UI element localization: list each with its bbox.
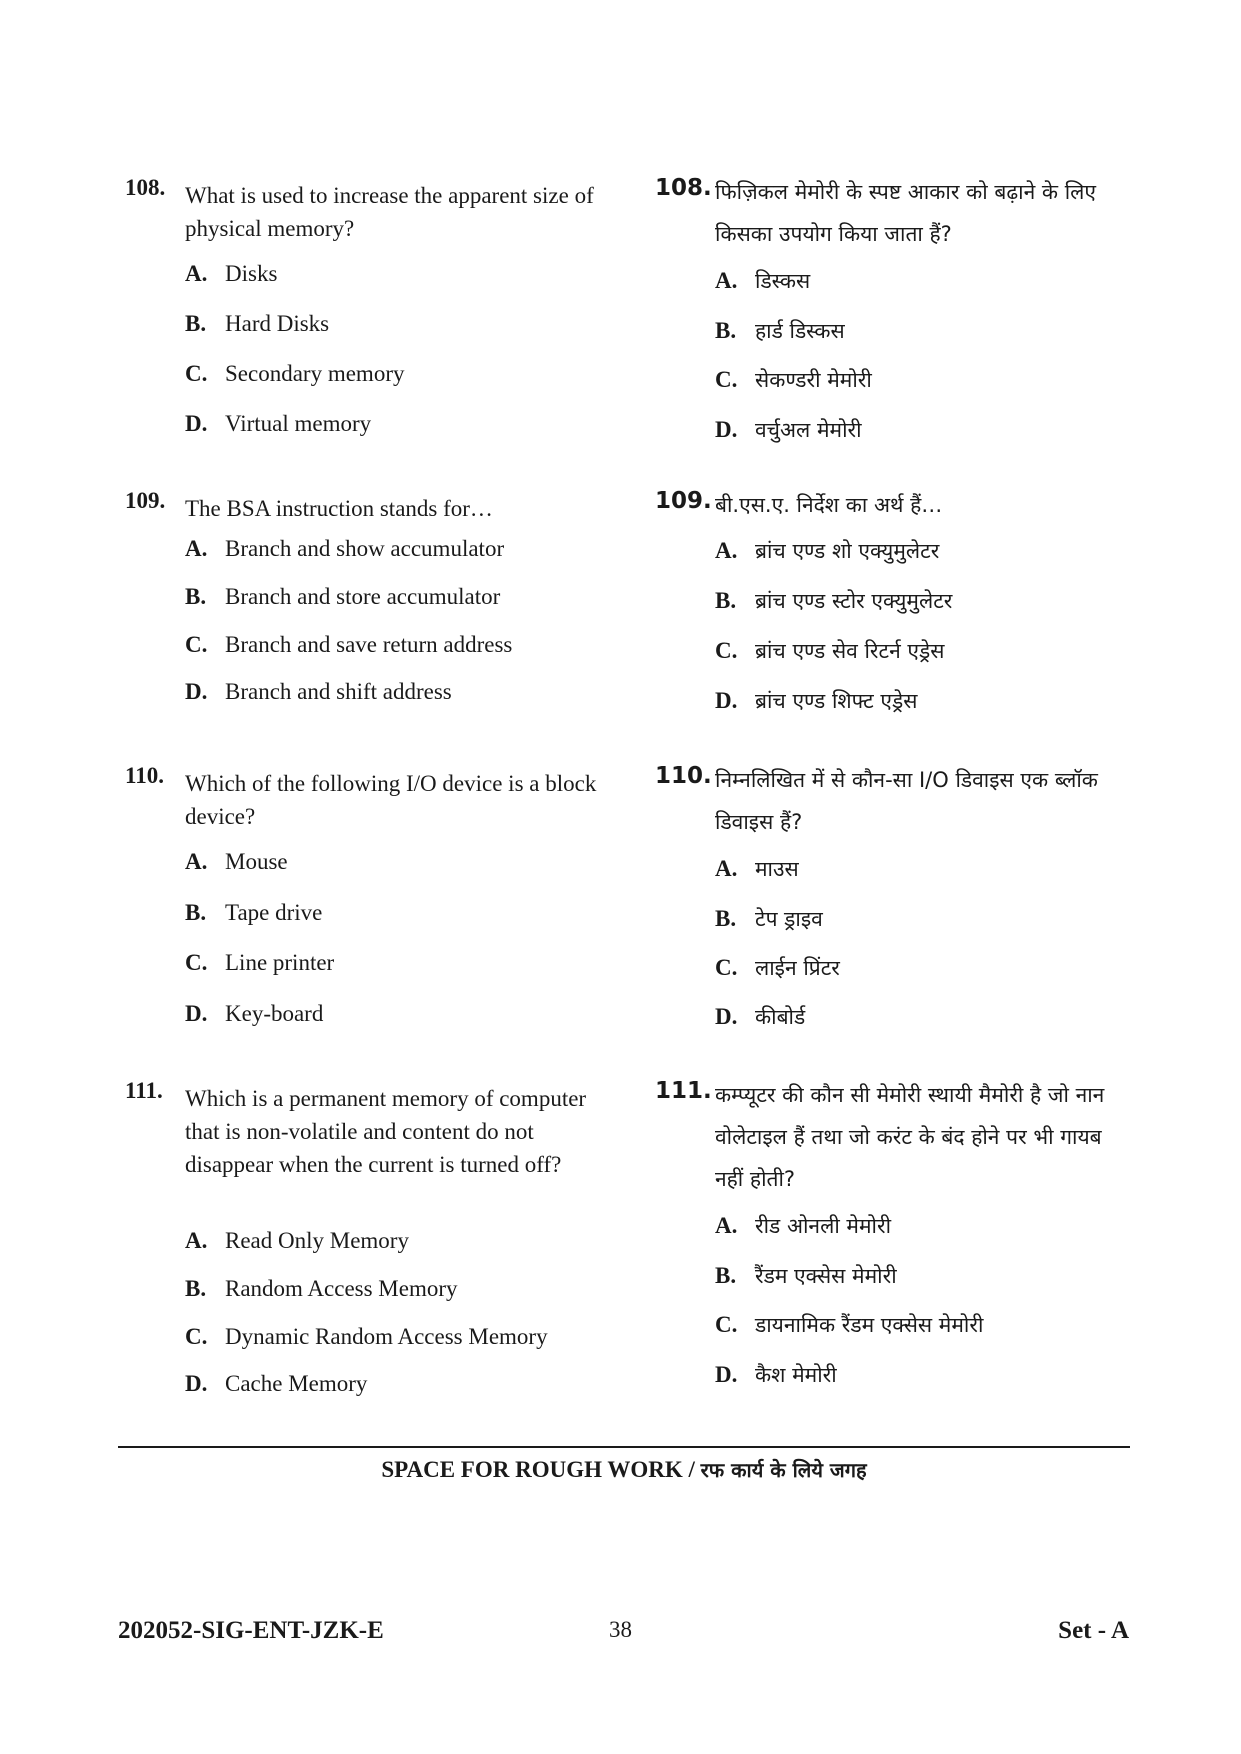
option-c: C. डायनामिक रैंडम एक्सेस मेमोरी [715,1312,984,1337]
option-d: D. Branch and shift address [185,679,452,704]
option-a: A. ब्रांच एण्ड शो एक्युमुलेटर [715,538,940,563]
option-b: B. हार्ड डिस्कस [715,318,845,343]
option-d: D. कैश मेमोरी [715,1362,837,1387]
option-b: B. रैंडम एक्सेस मेमोरी [715,1263,897,1288]
option-a: A. डिस्कस [715,268,811,293]
question-number: 109. [125,488,166,513]
page-number: 38 [609,1617,632,1642]
question-number: 111. [655,1078,712,1104]
option-c: C. Secondary memory [185,361,405,386]
option-a: A. Mouse [185,849,288,874]
option-d: D. ब्रांच एण्ड शिफ्ट एड्रेस [715,688,918,713]
option-a: A. Branch and show accumulator [185,536,505,561]
rough-work-heading [118,1456,1130,1483]
question-text: Which is a permanent memory of computer that is non-volatile and content do not disappear when the current is turned off? [185,1086,587,1177]
option-a: A. माउस [715,856,799,881]
option-c: C. ब्रांच एण्ड सेव रिटर्न एड्रेस [715,638,945,663]
rough-work-english: SPACE FOR ROUGH WORK / [381,1457,695,1482]
option-d: D. Key-board [185,1001,324,1026]
option-b: B. Tape drive [185,900,323,925]
option-d: D. Cache Memory [185,1371,368,1396]
option-c: C. लाईन प्रिंटर [715,955,840,980]
question-number: 108. [655,175,712,201]
question-number: 108. [125,175,166,200]
option-c: C. Branch and save return address [185,632,513,657]
option-d: D. कीबोर्ड [715,1004,806,1029]
question-text: कम्प्यूटर की कौन सी मेमोरी स्थायी मैमोरी है जो नान वोलेटाइल हैं तथा जो करंट के बंद होने पर भी गायब नहीं होती? [715,1083,1105,1191]
question-text: बी.एस.ए. निर्देश का अर्थ हैं… [715,493,943,517]
question-number: 110. [125,763,164,788]
option-d: D. Virtual memory [185,411,372,436]
option-b: B. टेप ड्राइव [715,906,823,931]
option-a: A. Disks [185,261,278,286]
set-label: Set - A [1058,1617,1129,1644]
option-b: B. Hard Disks [185,311,330,336]
question-text: निम्नलिखित में से कौन-सा I/O डिवाइस एक ब्लॉक डिवाइस हैं? [715,768,1098,834]
option-b: B. Random Access Memory [185,1276,458,1301]
question-text: What is used to increase the apparent size of physical memory? [185,183,594,241]
question-text: The BSA instruction stands for… [185,496,493,521]
paper-code: 202052-SIG-ENT-JZK-E [118,1617,384,1644]
question-text: Which of the following I/O device is a block device? [185,771,597,829]
question-number: 110. [655,763,712,789]
option-d: D. वर्चुअल मेमोरी [715,417,862,442]
option-a: A. Read Only Memory [185,1228,409,1253]
option-a: A. रीड ओनली मेमोरी [715,1213,892,1238]
option-b: B. Branch and store accumulator [185,584,501,609]
option-b: B. ब्रांच एण्ड स्टोर एक्युमुलेटर [715,588,953,613]
rough-work-hindi: रफ कार्य के लिये जगह [700,1458,867,1482]
option-c: C. Dynamic Random Access Memory [185,1324,548,1349]
question-text: फिज़िकल मेमोरी के स्पष्ट आकार को बढ़ाने के लिए किसका उपयोग किया जाता हैं? [715,180,1097,246]
question-number: 109. [655,488,712,514]
option-c: C. सेकण्डरी मेमोरी [715,367,872,392]
option-c: C. Line printer [185,950,335,975]
rough-work-divider [118,1446,1130,1448]
question-number: 111. [125,1078,163,1103]
